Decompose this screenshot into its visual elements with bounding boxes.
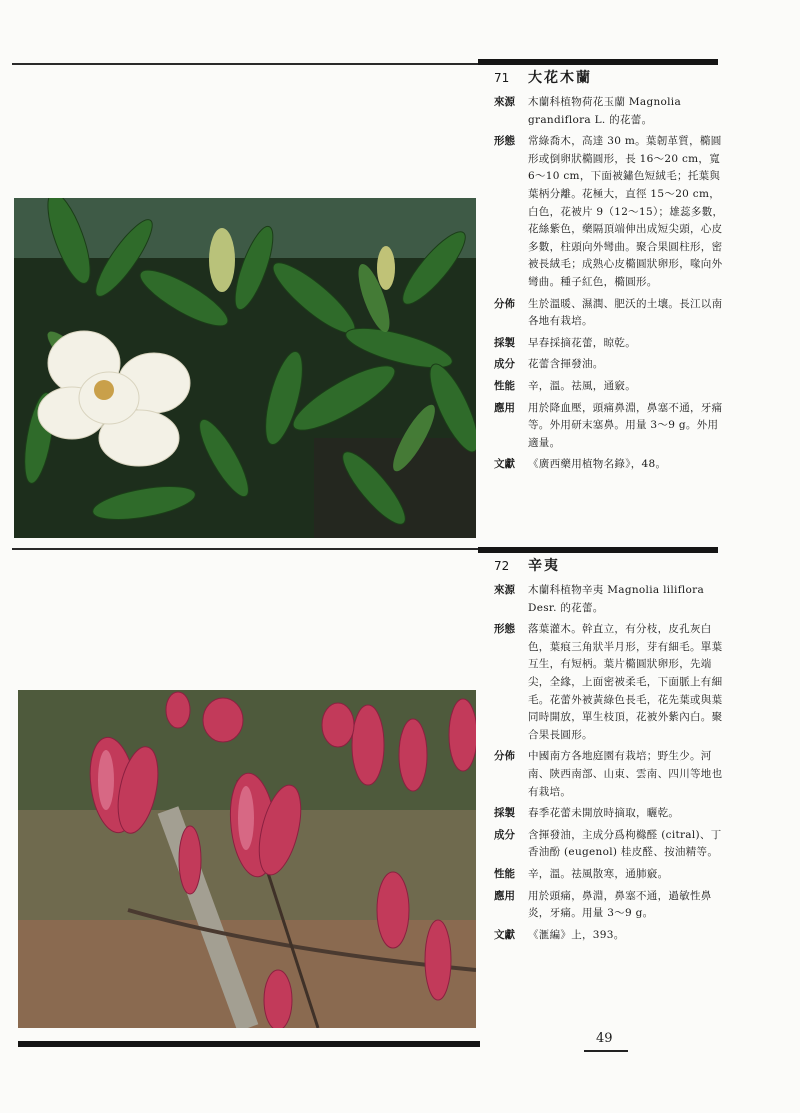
entry-name: 辛夷 xyxy=(528,558,560,574)
entry-72 xyxy=(494,556,724,948)
field-text: 生於溫暖、濕潤、肥沃的土壤。長江以南各地有栽培。 xyxy=(528,297,723,328)
field-text: 用於頭痛，鼻淵，鼻塞不通，過敏性鼻炎，牙痛。用量 3～9 g。 xyxy=(528,889,712,920)
entry-header xyxy=(494,68,724,88)
field-application xyxy=(494,400,724,453)
field-label: 性能 xyxy=(494,867,515,880)
field-label: 採製 xyxy=(494,336,515,349)
field-text: 落葉灌木。幹直立，有分枝，皮孔灰白色，葉痕三角狀半月形，芽有細毛。單葉互生，有短柄。葉片橢圓狀卵形，先端尖，全緣，上面密被柔毛，下面脈上有細毛。花蕾外被黃綠色長毛，花先葉或與葉同時開放，單生枝頂，花被外紫內白。聚合果長圓形。 xyxy=(528,623,723,741)
field-label: 成分 xyxy=(494,358,515,371)
field-label: 來源 xyxy=(494,584,515,596)
entry-number: 72 xyxy=(494,559,510,573)
field-label: 文獻 xyxy=(494,928,515,941)
field-label: 採製 xyxy=(494,807,515,820)
field-properties xyxy=(494,378,724,396)
field-label: 形態 xyxy=(494,135,515,148)
field-text: 常綠喬木，高達 30 m。葉韌革質，橢圓形或倒卵狀橢圓形，長 16～20 cm，寬 6～10 cm，下面被鏽色短絨毛；托葉與葉柄分離。花極大，直徑 15～20 cm，白色，花被片 9（12～15）；雄蕊多數，花絲紫色，藥隔頂端伸出成短尖頭，心皮多數，柱頭向外彎曲。聚合果圓柱形，密被長絨毛；成熟心皮橢圓狀卵形，喙向外彎曲。種子紅色，橢圓形。 xyxy=(528,135,724,288)
field-text: 含揮發油，主成分爲枸櫞醛 (citral)、丁香油酚 (eugenol) 桂皮醛、按油精等。 xyxy=(528,828,722,859)
field-properties xyxy=(494,866,724,884)
bottom-rule xyxy=(18,1041,480,1047)
magnolia-grandiflora-photo xyxy=(14,198,476,538)
page-number-underline xyxy=(584,1050,628,1052)
field-text: 春季花蕾未開放時摘取，曬乾。 xyxy=(528,807,680,820)
field-source xyxy=(494,94,724,129)
field-text: 木蘭科植物辛夷 Magnolia liliflora Desr. 的花蕾。 xyxy=(528,584,705,614)
field-text: 花蕾含揮發油。 xyxy=(528,358,604,371)
field-morphology xyxy=(494,621,724,744)
magnolia-liliflora-photo xyxy=(18,690,476,1028)
entry-72-header-bar xyxy=(478,547,718,553)
field-label: 性能 xyxy=(494,379,515,392)
page-number: 49 xyxy=(596,1031,613,1046)
field-text: 《滙編》上，393。 xyxy=(528,928,625,941)
field-text: 中國南方各地庭園有栽培；野生少。河南、陝西南部、山東、雲南、四川等地也有栽培。 xyxy=(528,750,723,798)
field-label: 文獻 xyxy=(494,458,515,471)
field-text: 辛，溫。祛風散寒，通肺竅。 xyxy=(528,867,669,880)
field-label: 應用 xyxy=(494,889,515,902)
field-collection xyxy=(494,805,724,823)
field-distribution xyxy=(494,296,724,331)
field-label: 形態 xyxy=(494,623,515,636)
field-literature xyxy=(494,456,724,474)
field-text: 辛，溫。祛風，通竅。 xyxy=(528,379,636,392)
field-literature xyxy=(494,927,724,945)
field-text: 木蘭科植物荷花玉蘭 Magnolia grandiflora L. 的花蕾。 xyxy=(528,96,682,126)
field-text: 《廣西藥用植物名錄》，48。 xyxy=(528,458,667,471)
field-text: 用於降血壓，頭痛鼻淵，鼻塞不通，牙痛等。外用研末塞鼻。用量 3～9 g。外用適量。 xyxy=(528,401,723,449)
entry-name: 大花木蘭 xyxy=(528,70,592,86)
field-application xyxy=(494,888,724,923)
entry-71-header-bar xyxy=(478,59,718,65)
field-composition xyxy=(494,827,724,862)
field-label: 成分 xyxy=(494,828,515,841)
field-composition xyxy=(494,356,724,374)
entry-header xyxy=(494,556,724,576)
field-label: 分佈 xyxy=(494,297,515,310)
field-collection xyxy=(494,335,724,353)
field-label: 分佈 xyxy=(494,750,515,763)
entry-number: 71 xyxy=(494,71,510,85)
entry-71 xyxy=(494,68,724,478)
field-source xyxy=(494,582,724,617)
field-label: 應用 xyxy=(494,401,515,414)
field-distribution xyxy=(494,748,724,801)
field-text: 早春採摘花蕾，晾乾。 xyxy=(528,336,636,349)
field-label: 來源 xyxy=(494,96,515,108)
field-morphology xyxy=(494,133,724,291)
